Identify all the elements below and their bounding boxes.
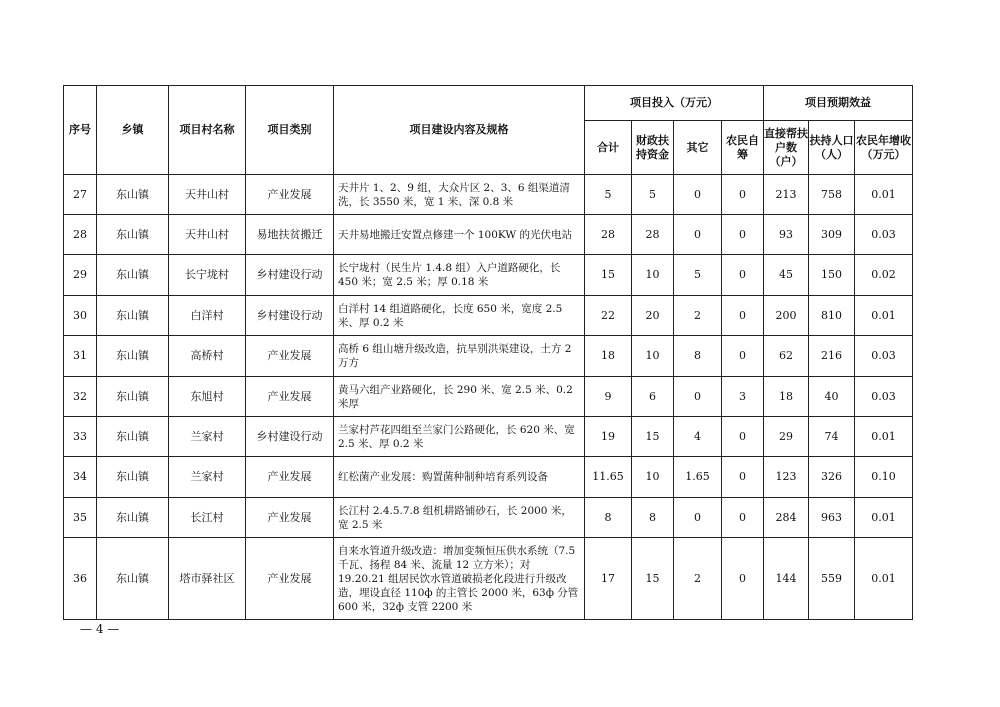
header-self: 农民自筹	[722, 121, 764, 175]
cell-other: 1.65	[674, 457, 722, 498]
cell-self: 3	[722, 377, 764, 417]
cell-other: 5	[674, 255, 722, 296]
cell-other: 0	[674, 377, 722, 417]
cell-content: 长宁垅村（民生片 1.4.8 组）入户道路硬化，长 450 米；宽 2.5 米；厚 0.18 米	[334, 255, 585, 296]
cell-content: 白洋村 14 组道路硬化，长度 650 米，宽度 2.5 米、厚 0.2 米	[334, 296, 585, 336]
cell-self: 0	[722, 336, 764, 377]
cell-seq: 29	[64, 255, 97, 296]
header-population: 扶持人口（人）	[809, 121, 855, 175]
cell-total: 15	[585, 255, 632, 296]
cell-total: 19	[585, 417, 632, 457]
cell-total: 11.65	[585, 457, 632, 498]
cell-fiscal: 5	[632, 175, 674, 215]
cell-seq: 27	[64, 175, 97, 215]
cell-other: 0	[674, 175, 722, 215]
cell-village: 高桥村	[169, 336, 246, 377]
cell-village: 兰家村	[169, 417, 246, 457]
cell-category: 产业发展	[246, 377, 334, 417]
cell-village: 白洋村	[169, 296, 246, 336]
cell-income: 0.10	[855, 457, 913, 498]
header-investment: 项目投入（万元）	[585, 86, 764, 121]
cell-seq: 34	[64, 457, 97, 498]
cell-income: 0.03	[855, 377, 913, 417]
header-income: 农民年增收（万元）	[855, 121, 913, 175]
cell-income: 0.03	[855, 215, 913, 255]
cell-town: 东山镇	[97, 296, 169, 336]
cell-fiscal: 20	[632, 296, 674, 336]
cell-total: 22	[585, 296, 632, 336]
cell-self: 0	[722, 175, 764, 215]
cell-population: 559	[809, 538, 855, 620]
cell-self: 0	[722, 296, 764, 336]
header-town: 乡镇	[97, 86, 169, 175]
cell-other: 4	[674, 417, 722, 457]
cell-village: 天井山村	[169, 175, 246, 215]
table-row	[64, 215, 913, 255]
table-row	[64, 336, 913, 377]
header-benefit: 项目预期效益	[764, 86, 913, 121]
cell-village: 长宁垅村	[169, 255, 246, 296]
cell-self: 0	[722, 215, 764, 255]
cell-population: 309	[809, 215, 855, 255]
table-row	[64, 255, 913, 296]
header-other: 其它	[674, 121, 722, 175]
cell-content: 高桥 6 组山塘升级改造，抗旱别洪渠建设，土方 2 万方	[334, 336, 585, 377]
cell-village: 长江村	[169, 498, 246, 538]
cell-category: 易地扶贫搬迁	[246, 215, 334, 255]
cell-households: 284	[764, 498, 809, 538]
cell-income: 0.01	[855, 175, 913, 215]
cell-town: 东山镇	[97, 377, 169, 417]
cell-content: 黄马六组产业路硬化，长 290 米、宽 2.5 米、0.2 米厚	[334, 377, 585, 417]
cell-income: 0.01	[855, 498, 913, 538]
cell-total: 5	[585, 175, 632, 215]
cell-village: 天井山村	[169, 215, 246, 255]
cell-households: 213	[764, 175, 809, 215]
cell-town: 东山镇	[97, 215, 169, 255]
table-row	[64, 296, 913, 336]
cell-town: 东山镇	[97, 255, 169, 296]
cell-content: 天井易地搬迁安置点修建一个 100KW 的光伏电站	[334, 215, 585, 255]
cell-seq: 31	[64, 336, 97, 377]
cell-total: 18	[585, 336, 632, 377]
cell-population: 74	[809, 417, 855, 457]
cell-content: 兰家村芦花四组至兰家门公路硬化，长 620 米、宽 2.5 米、厚 0.2 米	[334, 417, 585, 457]
cell-town: 东山镇	[97, 175, 169, 215]
cell-content: 天井片 1、2、9 组，大众片区 2、3、6 组渠道清洗，长 3550 米，宽 1 米、深 0.8 米	[334, 175, 585, 215]
cell-category: 产业发展	[246, 457, 334, 498]
cell-self: 0	[722, 498, 764, 538]
cell-other: 2	[674, 296, 722, 336]
table-row	[64, 538, 913, 620]
project-table	[63, 85, 913, 620]
cell-seq: 28	[64, 215, 97, 255]
cell-category: 产业发展	[246, 498, 334, 538]
cell-fiscal: 15	[632, 538, 674, 620]
cell-income: 0.01	[855, 296, 913, 336]
cell-village: 东旭村	[169, 377, 246, 417]
cell-self: 0	[722, 538, 764, 620]
cell-income: 0.01	[855, 417, 913, 457]
cell-seq: 36	[64, 538, 97, 620]
cell-total: 9	[585, 377, 632, 417]
cell-town: 东山镇	[97, 498, 169, 538]
cell-village: 兰家村	[169, 457, 246, 498]
header-category: 项目类别	[246, 86, 334, 175]
cell-fiscal: 8	[632, 498, 674, 538]
cell-town: 东山镇	[97, 457, 169, 498]
cell-other: 8	[674, 336, 722, 377]
cell-other: 0	[674, 498, 722, 538]
table-row	[64, 377, 913, 417]
cell-fiscal: 10	[632, 457, 674, 498]
cell-income: 0.02	[855, 255, 913, 296]
table-row	[64, 498, 913, 538]
cell-households: 18	[764, 377, 809, 417]
cell-category: 乡村建设行动	[246, 255, 334, 296]
cell-fiscal: 28	[632, 215, 674, 255]
table-row	[64, 175, 913, 215]
header-fiscal: 财政扶持资金	[632, 121, 674, 175]
table-row	[64, 457, 913, 498]
page-number: — 4 —	[80, 622, 120, 636]
cell-households: 29	[764, 417, 809, 457]
cell-category: 产业发展	[246, 538, 334, 620]
cell-income: 0.03	[855, 336, 913, 377]
cell-population: 216	[809, 336, 855, 377]
cell-fiscal: 10	[632, 336, 674, 377]
cell-town: 东山镇	[97, 538, 169, 620]
cell-fiscal: 10	[632, 255, 674, 296]
cell-total: 17	[585, 538, 632, 620]
cell-self: 0	[722, 457, 764, 498]
cell-self: 0	[722, 255, 764, 296]
cell-households: 93	[764, 215, 809, 255]
header-village: 项目村名称	[169, 86, 246, 175]
cell-seq: 32	[64, 377, 97, 417]
cell-seq: 35	[64, 498, 97, 538]
cell-households: 123	[764, 457, 809, 498]
cell-households: 45	[764, 255, 809, 296]
cell-town: 东山镇	[97, 417, 169, 457]
cell-population: 758	[809, 175, 855, 215]
table-row	[64, 417, 913, 457]
header-content: 项目建设内容及规格	[334, 86, 585, 175]
cell-households: 144	[764, 538, 809, 620]
cell-village: 塔市驿社区	[169, 538, 246, 620]
cell-category: 乡村建设行动	[246, 417, 334, 457]
cell-income: 0.01	[855, 538, 913, 620]
cell-population: 40	[809, 377, 855, 417]
cell-total: 28	[585, 215, 632, 255]
cell-town: 东山镇	[97, 336, 169, 377]
cell-population: 963	[809, 498, 855, 538]
cell-seq: 33	[64, 417, 97, 457]
cell-other: 2	[674, 538, 722, 620]
cell-seq: 30	[64, 296, 97, 336]
cell-population: 150	[809, 255, 855, 296]
header-seq: 序号	[64, 86, 97, 175]
header-households: 直接帮扶户数（户）	[764, 121, 809, 175]
cell-self: 0	[722, 417, 764, 457]
cell-population: 326	[809, 457, 855, 498]
cell-fiscal: 15	[632, 417, 674, 457]
cell-households: 62	[764, 336, 809, 377]
cell-content: 长江村 2.4.5.7.8 组机耕路铺砂石，长 2000 米，宽 2.5 米	[334, 498, 585, 538]
cell-households: 200	[764, 296, 809, 336]
cell-fiscal: 6	[632, 377, 674, 417]
cell-population: 810	[809, 296, 855, 336]
header-total: 合计	[585, 121, 632, 175]
cell-category: 乡村建设行动	[246, 296, 334, 336]
cell-content: 自来水管道升级改造：增加变频恒压供水系统（7.5 千瓦、扬程 84 米、流量 12 立方米）；对 19.20.21 组居民饮水管道破损老化段进行升级改造，埋设直径 110ф 的主管长 2000 米，63ф 分管 600 米，32ф 支管 2200 米	[334, 538, 585, 620]
cell-category: 产业发展	[246, 336, 334, 377]
cell-content: 红松菌产业发展：购置菌种制种培育系列设备	[334, 457, 585, 498]
cell-category: 产业发展	[246, 175, 334, 215]
cell-total: 8	[585, 498, 632, 538]
cell-other: 0	[674, 215, 722, 255]
